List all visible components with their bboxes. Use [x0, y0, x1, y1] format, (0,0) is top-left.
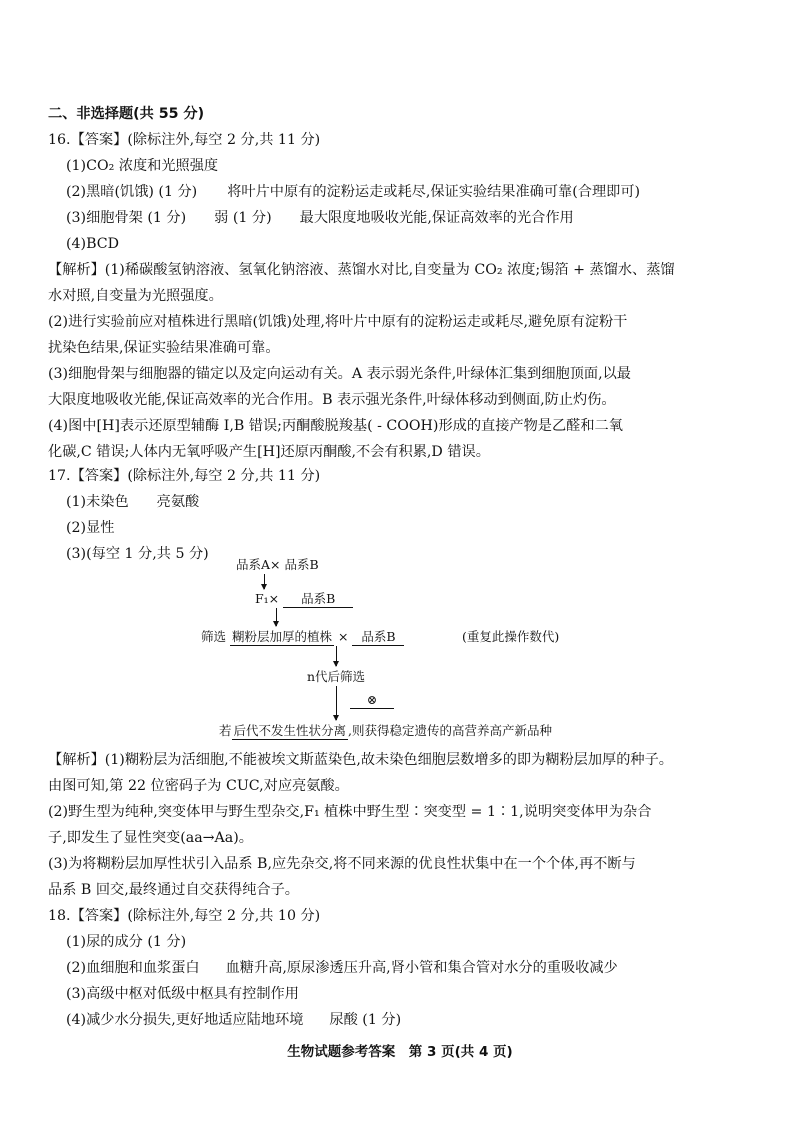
q17-answer-1b: 亮氨酸 [156, 494, 200, 510]
q16-explain-4a: (4)图中[H]表示还原型辅酶 Ⅰ,B 错误;丙酮酸脱羧基( - COOH)形成的直接产物是乙醛和二氧 [48, 418, 623, 434]
q16-explain-2b: 扰染色结果,保证实验结果准确可靠。 [48, 340, 280, 356]
flow-result-blank: 后代不发生性状分离 [233, 723, 347, 738]
flow-arrow-1 [264, 574, 265, 589]
q16-explain-3b: 大限度地吸收光能,保证高效率的光合作用。B 表示强光条件,叶绿体移动到侧面,防止灼伤。 [48, 392, 616, 408]
flow-arrow-2 [276, 608, 277, 626]
flow-repeat-note: (重复此操作数代) [462, 629, 560, 644]
q18-answer-3: (3)高级中枢对低级中枢具有控制作用 [66, 986, 299, 1002]
q17-answer-1a: (1)未染色 [66, 494, 129, 510]
q17-explain-2a: (2)野生型为纯种,突变体甲与野生型杂交,F₁ 植株中野生型∶突变型 = 1∶1,说明突变体甲为杂合 [48, 804, 652, 820]
q16-answer-head: 16.【答案】(除标注外,每空 2 分,共 11 分) [48, 132, 321, 148]
q17-answer-2: (2)显性 [66, 520, 115, 536]
q16-explain-3a: (3)细胞骨架与细胞器的锚定以及定向运动有关。A 表示弱光条件,叶绿体汇集到细胞顶面,以最 [48, 366, 631, 382]
q16-answer-3 [66, 208, 574, 228]
flow-f1-prefix: F₁× [255, 591, 280, 606]
q16-explain-4b: 化碳,C 错误;人体内无氧呼吸产生[H]还原丙酮酸,不会有积累,D 错误。 [48, 444, 490, 460]
q18-answer-2a: (2)血细胞和血浆蛋白 [66, 960, 200, 976]
page-footer: 生物试题参考答案 第 3 页(共 4 页) [287, 1044, 513, 1060]
flow-cross-1: 品系A× 品系B [236, 557, 319, 572]
q17-explain-3a: (3)为将糊粉层加厚性状引入品系 B,应先杂交,将不同来源的优良性状集中在一个个体,再不断与 [48, 856, 636, 872]
q17-explain-2b: 子,即发生了显性突变(aa→Aa)。 [48, 830, 253, 846]
flow-f1-blank: 品系B [283, 591, 353, 608]
q17-explain-1b: 由图可知,第 22 位密码子为 CUC,对应亮氨酸。 [48, 778, 349, 794]
q18-answer-2b: 血糖升高,原尿渗透压升高,肾小管和集合管对水分的重吸收减少 [225, 960, 618, 976]
q18-answer-4 [66, 1010, 401, 1030]
q17-answer-1 [66, 492, 199, 512]
q18-answer-4a: (4)减少水分损失,更好地适应陆地环境 [66, 1012, 304, 1028]
flow-select-blank: 糊粉层加厚的植株 [232, 629, 333, 644]
q16-explain-1b: 水对照,自变量为光照强度。 [48, 288, 223, 304]
q16-answer-3c: 最大限度地吸收光能,保证高效率的光合作用 [299, 210, 574, 226]
flow-result-suffix: ,则获得稳定遗传的高营养高产新品种 [348, 723, 553, 738]
q16-answer-1: (1)CO₂ 浓度和光照强度 [66, 158, 219, 174]
q16-answer-2 [66, 182, 640, 202]
q18-answer-1: (1)尿的成分 (1 分) [66, 934, 187, 950]
q16-answer-2a: (2)黑暗(饥饿) (1 分) [66, 184, 198, 200]
q16-answer-3b: 弱 (1 分) [214, 210, 272, 226]
q18-answer-4b: 尿酸 (1 分) [329, 1012, 402, 1028]
flow-backcross [255, 591, 353, 608]
flow-result [219, 723, 552, 740]
q17-answer-3: (3)(每空 1 分,共 5 分) [66, 546, 209, 562]
q16-explain-2a: (2)进行实验前应对植株进行黑暗(饥饿)处理,将叶片中原有的淀粉运走或耗尽,避免原有淀粉干 [48, 314, 628, 330]
flow-selection [201, 629, 404, 646]
flow-select-blank-2: 品系B [352, 629, 404, 646]
q16-explain-1a: 【解析】(1)稀碳酸氢钠溶液、氢氧化钠溶液、蒸馏水对比,自变量为 CO₂ 浓度;锡箔 + 蒸馏水、蒸馏 [48, 262, 675, 278]
q17-explain-3b: 品系 B 回交,最终通过自交获得纯合子。 [48, 882, 299, 898]
flow-result-prefix: 若 [219, 723, 232, 738]
q18-answer-2 [66, 958, 618, 978]
flow-n-generations: n代后筛选 [307, 669, 366, 684]
flow-self-symbol: ⊗ [350, 692, 394, 709]
flow-select-prefix: 筛选 [201, 629, 227, 644]
q17-answer-head: 17.【答案】(除标注外,每空 2 分,共 11 分) [48, 468, 321, 484]
flow-arrow-4 [336, 686, 337, 720]
q16-answer-3a: (3)细胞骨架 (1 分) [66, 210, 187, 226]
flow-arrow-3 [336, 646, 337, 666]
q18-answer-head: 18.【答案】(除标注外,每空 2 分,共 10 分) [48, 908, 321, 924]
flow-times: × [338, 629, 349, 644]
q16-answer-2b: 将叶片中原有的淀粉运走或耗尽,保证实验结果准确可靠(合理即可) [227, 184, 641, 200]
flow-self [350, 692, 394, 709]
section-title: 二、非选择题(共 55 分) [48, 106, 205, 122]
q16-answer-4: (4)BCD [66, 236, 120, 252]
q17-explain-1a: 【解析】(1)糊粉层为活细胞,不能被埃文斯蓝染色,故未染色细胞层数增多的即为糊粉层加厚的种子。 [48, 752, 673, 768]
